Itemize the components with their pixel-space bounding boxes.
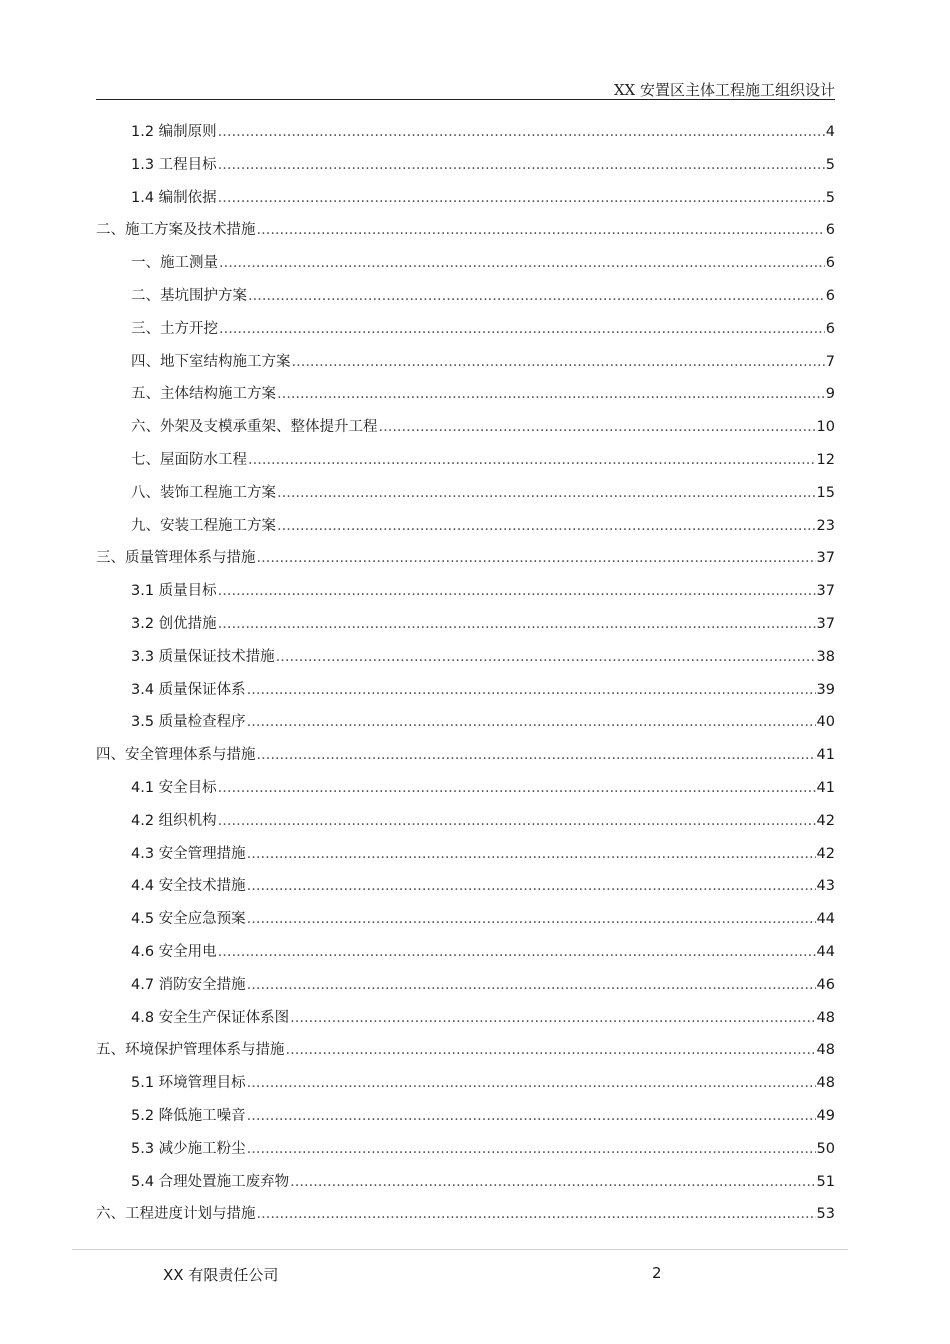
toc-entry[interactable] bbox=[96, 280, 835, 313]
header-divider bbox=[96, 99, 835, 100]
toc-entry-page: 6 bbox=[825, 287, 835, 304]
toc-entry-label: 3.5 质量检查程序 bbox=[131, 714, 246, 731]
toc-entry-label: 3.2 创优措施 bbox=[131, 615, 217, 632]
toc-entry-label: 4.7 消防安全措施 bbox=[131, 976, 246, 993]
toc-entry-page: 41 bbox=[816, 779, 835, 796]
toc-dot-leader bbox=[218, 575, 816, 608]
toc-entry-page: 44 bbox=[816, 943, 835, 960]
toc-entry-label: 4.8 安全生产保证体系图 bbox=[131, 1009, 290, 1026]
toc-entry-page: 44 bbox=[816, 911, 835, 928]
toc-entry-label: 4.1 安全目标 bbox=[131, 779, 217, 796]
toc-entry-page: 49 bbox=[816, 1107, 835, 1124]
toc-entry[interactable] bbox=[96, 411, 835, 444]
toc-dot-leader bbox=[218, 936, 816, 969]
toc-dot-leader bbox=[218, 805, 816, 838]
toc-dot-leader bbox=[257, 214, 825, 247]
toc-entry-page: 42 bbox=[816, 845, 835, 862]
toc-entry-page: 5 bbox=[825, 156, 835, 173]
toc-entry[interactable] bbox=[96, 542, 835, 575]
toc-dot-leader bbox=[247, 870, 816, 903]
toc-dot-leader bbox=[218, 182, 825, 215]
toc-entry[interactable] bbox=[96, 838, 835, 871]
toc-entry-label: 1.2 编制原则 bbox=[131, 124, 217, 140]
toc-entry-page: 37 bbox=[816, 583, 835, 600]
toc-entry-label: 六、外架及支模承重架、整体提升工程 bbox=[131, 419, 378, 436]
toc-dot-leader bbox=[292, 346, 825, 379]
toc-entry-page: 50 bbox=[816, 1140, 835, 1157]
toc-entry[interactable] bbox=[96, 772, 835, 805]
toc-entry-label: 3.4 质量保证体系 bbox=[131, 681, 246, 698]
toc-dot-leader bbox=[276, 641, 816, 674]
toc-entry-label: 三、质量管理体系与措施 bbox=[96, 550, 256, 567]
toc-dot-leader bbox=[219, 247, 825, 280]
toc-entry[interactable] bbox=[96, 247, 835, 280]
toc-entry[interactable] bbox=[96, 969, 835, 1002]
toc-entry-label: 3.1 质量目标 bbox=[131, 583, 217, 600]
toc-entry-page: 6 bbox=[825, 222, 835, 239]
toc-entry[interactable] bbox=[96, 1067, 835, 1100]
toc-entry-page: 37 bbox=[816, 550, 835, 567]
toc-entry-page: 46 bbox=[816, 976, 835, 993]
toc-entry[interactable] bbox=[96, 1100, 835, 1133]
toc-entry-label: 4.3 安全管理措施 bbox=[131, 845, 246, 862]
toc-entry-label: 七、屋面防水工程 bbox=[131, 451, 247, 468]
toc-entry-label: 5.3 减少施工粉尘 bbox=[131, 1140, 246, 1157]
toc-entry[interactable] bbox=[96, 149, 835, 182]
toc-entry-label: 四、安全管理体系与措施 bbox=[96, 747, 256, 764]
toc-entry-label: 二、施工方案及技术措施 bbox=[96, 222, 256, 239]
toc-entry-label: 三、土方开挖 bbox=[131, 320, 218, 337]
toc-entry-page: 51 bbox=[816, 1173, 835, 1190]
toc-dot-leader bbox=[257, 1198, 816, 1231]
toc-dot-leader bbox=[218, 116, 825, 149]
toc-entry[interactable] bbox=[96, 706, 835, 739]
toc-entry-label: 4.2 组织机构 bbox=[131, 812, 217, 829]
table-of-contents bbox=[96, 116, 835, 1231]
toc-entry[interactable] bbox=[96, 936, 835, 969]
toc-entry-label: 4.4 安全技术措施 bbox=[131, 878, 246, 895]
toc-entry-page: 53 bbox=[816, 1206, 835, 1223]
toc-entry-page: 4 bbox=[825, 124, 835, 140]
toc-entry[interactable] bbox=[96, 1034, 835, 1067]
toc-entry-label: 4.6 安全用电 bbox=[131, 943, 217, 960]
toc-entry-label: 六、工程进度计划与措施 bbox=[96, 1206, 256, 1223]
toc-dot-leader bbox=[247, 674, 816, 707]
header-title: XX 安置区主体工程施工组织设计 bbox=[613, 81, 835, 99]
toc-entry-page: 6 bbox=[825, 320, 835, 337]
toc-entry-page: 12 bbox=[816, 451, 835, 468]
toc-dot-leader bbox=[277, 510, 816, 543]
toc-entry-label: 一、施工测量 bbox=[131, 255, 218, 272]
toc-entry-label: 二、基坑围护方案 bbox=[131, 287, 247, 304]
toc-dot-leader bbox=[257, 542, 816, 575]
toc-entry[interactable] bbox=[96, 1002, 835, 1035]
footer-company: XX 有限责任公司 bbox=[163, 1266, 279, 1284]
toc-entry-label: 五、环境保护管理体系与措施 bbox=[96, 1042, 285, 1059]
toc-entry-page: 5 bbox=[825, 189, 835, 206]
toc-dot-leader bbox=[290, 1166, 815, 1199]
footer-page-number: 2 bbox=[652, 1264, 662, 1282]
toc-entry-label: 5.4 合理处置施工废弃物 bbox=[131, 1173, 290, 1190]
toc-entry[interactable] bbox=[96, 378, 835, 411]
toc-entry-label: 九、安装工程施工方案 bbox=[131, 517, 276, 534]
toc-entry-page: 48 bbox=[816, 1009, 835, 1026]
toc-entry[interactable] bbox=[96, 575, 835, 608]
toc-dot-leader bbox=[257, 739, 816, 772]
toc-entry-page: 39 bbox=[816, 681, 835, 698]
toc-entry-page: 15 bbox=[816, 484, 835, 501]
toc-entry-label: 5.2 降低施工噪音 bbox=[131, 1107, 246, 1124]
toc-entry[interactable] bbox=[96, 182, 835, 215]
toc-entry-label: 四、地下室结构施工方案 bbox=[131, 353, 291, 370]
toc-entry-label: 4.5 安全应急预案 bbox=[131, 911, 246, 928]
toc-dot-leader bbox=[247, 838, 816, 871]
toc-entry[interactable] bbox=[96, 313, 835, 346]
toc-entry[interactable] bbox=[96, 477, 835, 510]
toc-entry-page: 41 bbox=[816, 747, 835, 764]
toc-entry-page: 10 bbox=[816, 419, 835, 436]
toc-entry[interactable] bbox=[96, 608, 835, 641]
toc-dot-leader bbox=[247, 1100, 816, 1133]
toc-dot-leader bbox=[286, 1034, 816, 1067]
toc-dot-leader bbox=[247, 706, 816, 739]
toc-entry-page: 48 bbox=[816, 1042, 835, 1059]
toc-entry-page: 7 bbox=[825, 353, 835, 370]
toc-entry-label: 1.4 编制依据 bbox=[131, 189, 217, 206]
toc-dot-leader bbox=[218, 608, 816, 641]
toc-dot-leader bbox=[219, 313, 825, 346]
toc-dot-leader bbox=[290, 1002, 815, 1035]
toc-dot-leader bbox=[247, 1067, 816, 1100]
toc-entry-label: 八、装饰工程施工方案 bbox=[131, 484, 276, 501]
toc-entry-page: 40 bbox=[816, 714, 835, 731]
toc-entry-label: 1.3 工程目标 bbox=[131, 156, 217, 173]
footer-divider bbox=[72, 1249, 848, 1250]
toc-entry-label: 5.1 环境管理目标 bbox=[131, 1075, 246, 1092]
toc-dot-leader bbox=[247, 903, 816, 936]
toc-entry[interactable] bbox=[96, 1198, 835, 1231]
toc-entry[interactable] bbox=[96, 510, 835, 543]
toc-entry[interactable] bbox=[96, 870, 835, 903]
toc-entry[interactable] bbox=[96, 903, 835, 936]
toc-entry[interactable] bbox=[96, 1166, 835, 1199]
toc-entry-label: 五、主体结构施工方案 bbox=[131, 386, 276, 403]
toc-entry[interactable] bbox=[96, 805, 835, 838]
toc-dot-leader bbox=[218, 149, 825, 182]
toc-entry[interactable] bbox=[96, 674, 835, 707]
toc-entry[interactable] bbox=[96, 1133, 835, 1166]
toc-entry-page: 23 bbox=[816, 517, 835, 534]
toc-dot-leader bbox=[277, 477, 816, 510]
toc-dot-leader bbox=[247, 1133, 816, 1166]
toc-dot-leader bbox=[277, 378, 825, 411]
toc-entry-page: 9 bbox=[825, 386, 835, 403]
toc-entry[interactable] bbox=[96, 346, 835, 379]
toc-entry[interactable] bbox=[96, 214, 835, 247]
toc-dot-leader bbox=[379, 411, 816, 444]
toc-dot-leader bbox=[248, 444, 816, 477]
toc-dot-leader bbox=[247, 969, 816, 1002]
toc-entry[interactable] bbox=[96, 641, 835, 674]
toc-entry-page: 6 bbox=[825, 255, 835, 272]
toc-entry[interactable] bbox=[96, 444, 835, 477]
toc-entry-page: 48 bbox=[816, 1075, 835, 1092]
toc-entry-label: 3.3 质量保证技术措施 bbox=[131, 648, 275, 665]
toc-entry[interactable] bbox=[96, 739, 835, 772]
toc-entry-page: 43 bbox=[816, 878, 835, 895]
toc-entry-page: 37 bbox=[816, 615, 835, 632]
toc-entry[interactable] bbox=[96, 116, 835, 149]
toc-entry-page: 42 bbox=[816, 812, 835, 829]
toc-dot-leader bbox=[248, 280, 825, 313]
toc-dot-leader bbox=[218, 772, 816, 805]
toc-entry-page: 38 bbox=[816, 648, 835, 665]
